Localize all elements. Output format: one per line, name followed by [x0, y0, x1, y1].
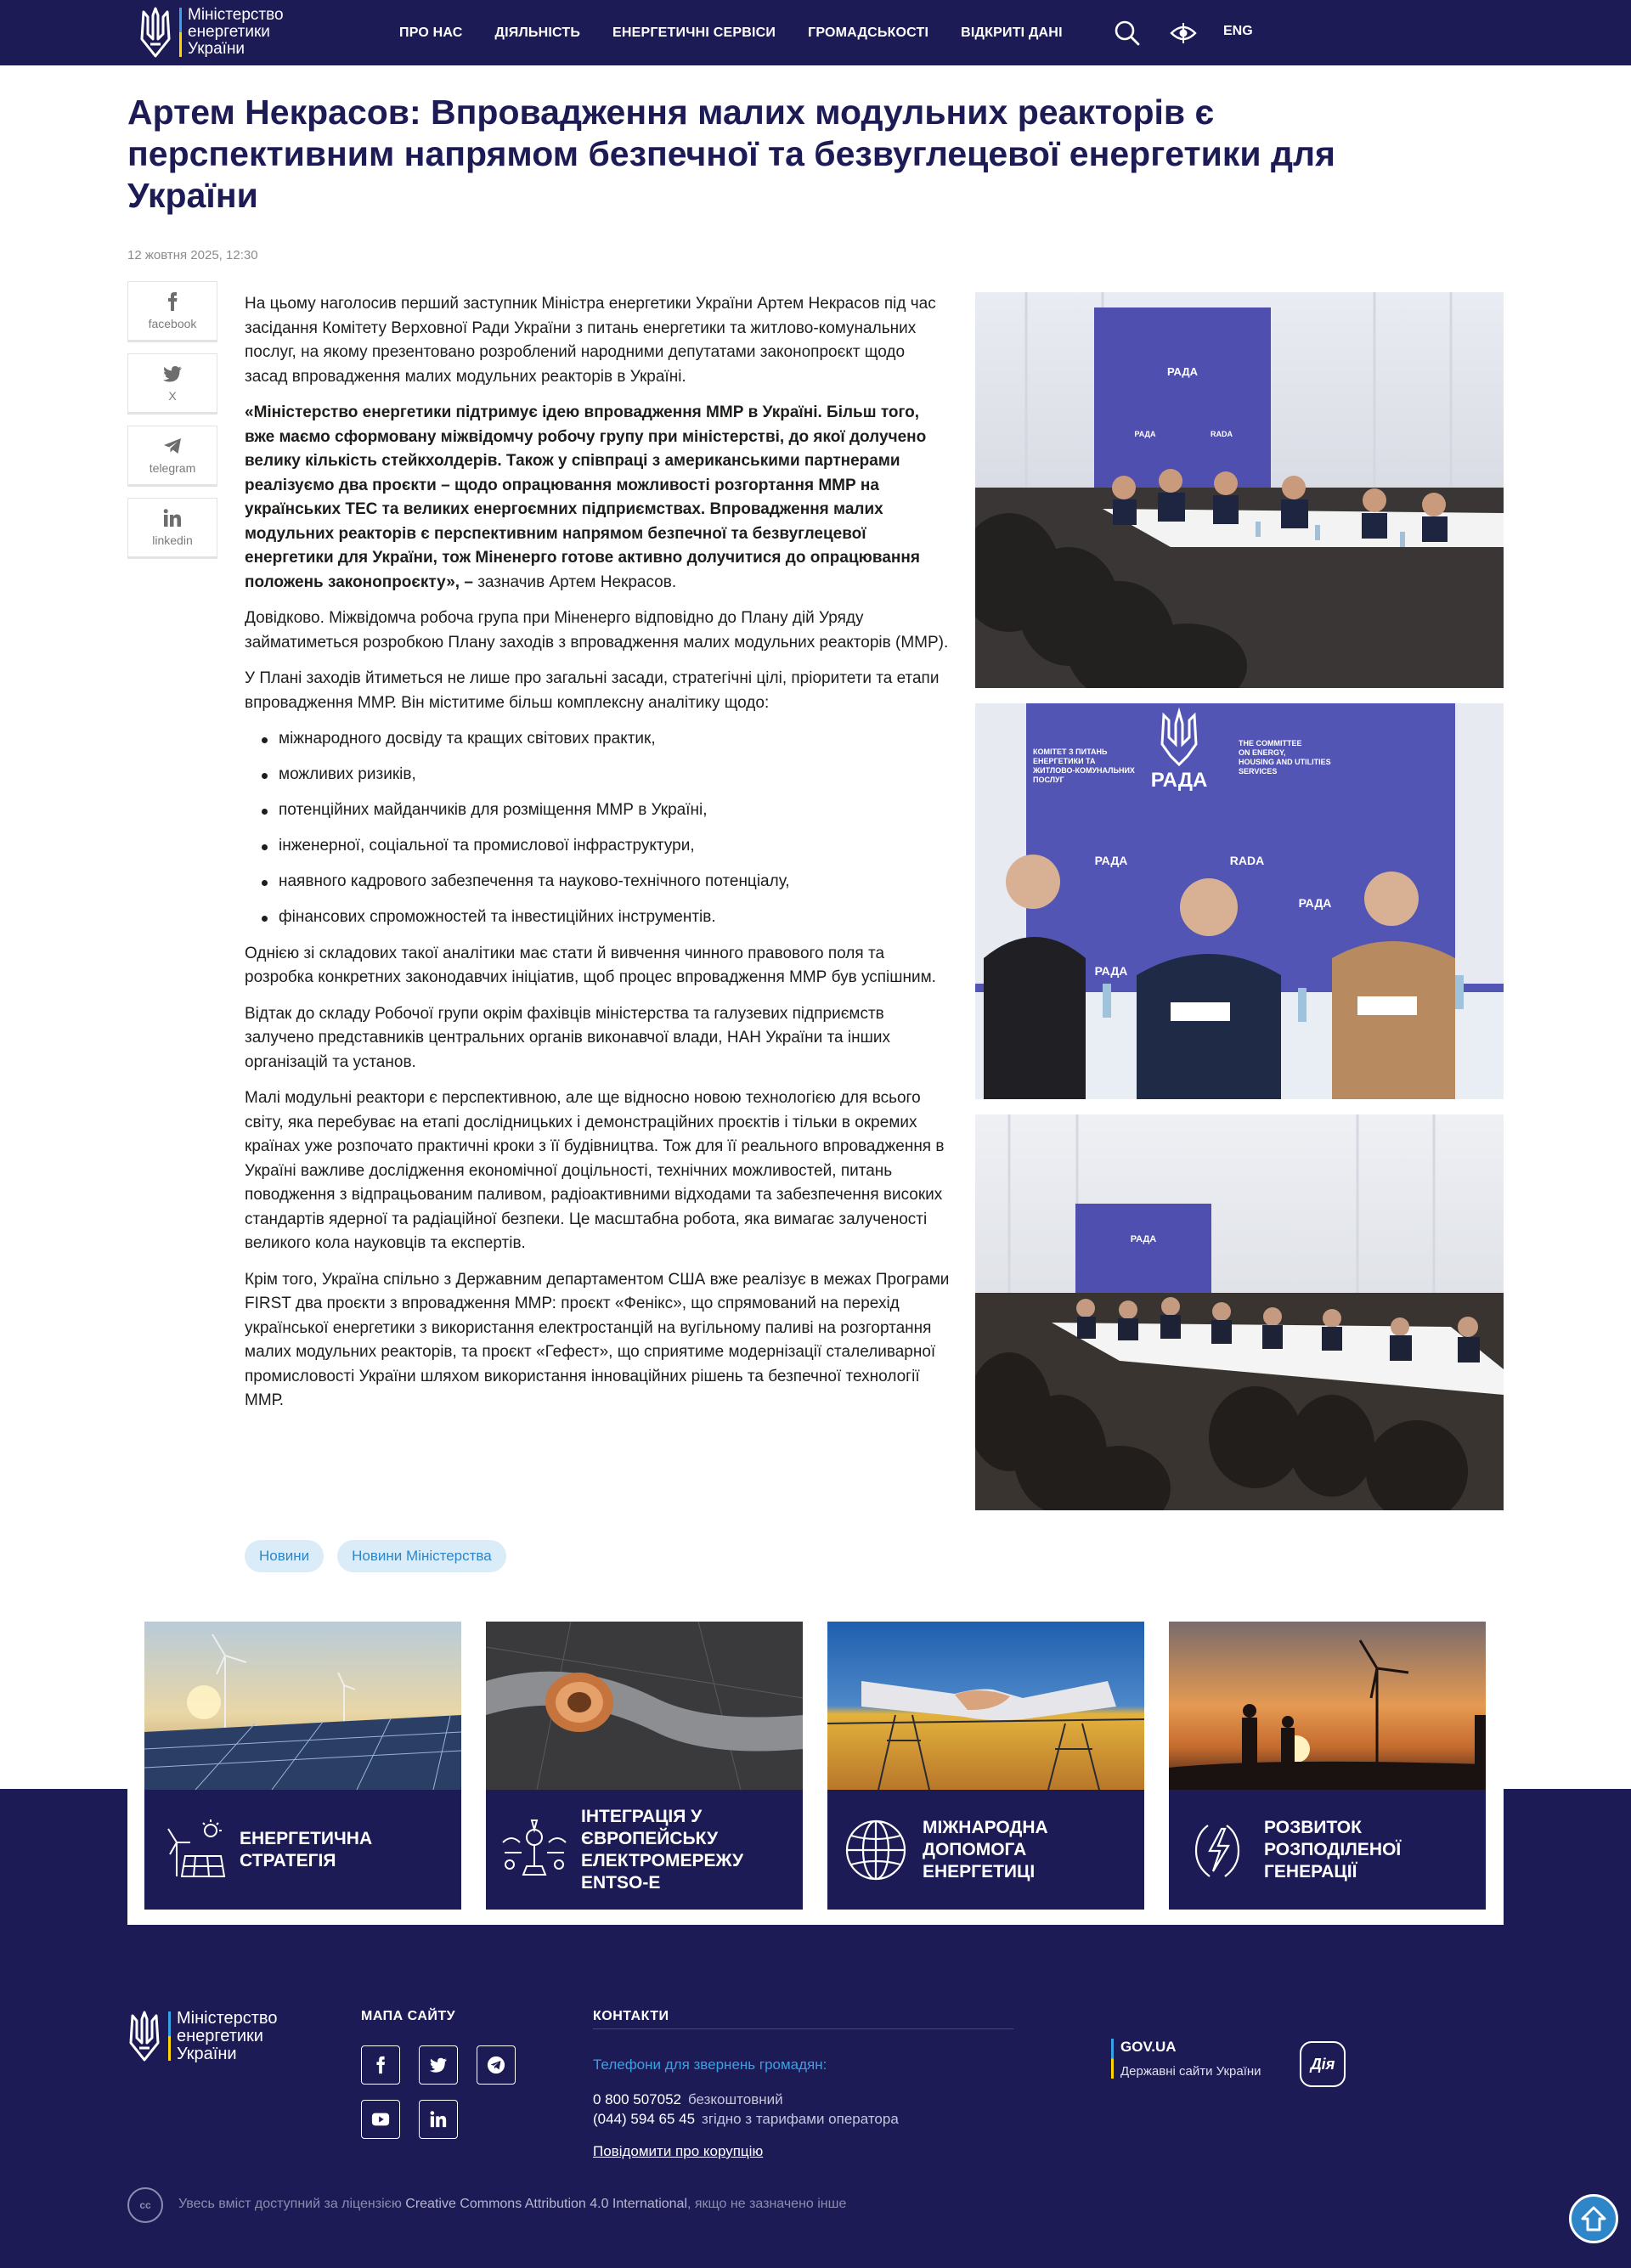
article-paragraph: Довідково. Міжвідомча робоча група при Міненерго відповідно до Плану дій Уряду займатиметься розробкою Плану заходів з впровадження малих модульних реакторів (ММР).: [245, 609, 949, 652]
svg-text:РАДА: РАДА: [1150, 769, 1208, 792]
site-header: [0, 0, 1631, 65]
globe-icon: [843, 1817, 909, 1883]
logo-color-bar: [179, 8, 182, 57]
linkedin-icon: [429, 2110, 448, 2129]
card-body: [144, 1790, 461, 1910]
footer-linkedin-button[interactable]: [419, 2100, 458, 2139]
tags-row: [245, 1540, 506, 1572]
telegram-icon: [487, 2056, 505, 2074]
card-image-sunset-workers: [1169, 1622, 1486, 1790]
page-title: Артем Некрасов: Впровадження малих модульних реакторів є перспективним напрямом безпечної та безвуглецевої енергетики для України: [127, 93, 1335, 215]
meeting-photo-image: [975, 703, 1504, 1099]
svg-text:РАДА: РАДА: [1166, 365, 1199, 378]
article-paragraph: Відтак до складу Робочої групи окрім фахівців міністерства та галузевих підприємств залучено представників центральних органів виконавчої влади, НАН України та інших організацій та установ.: [245, 1004, 890, 1071]
card-image-solar: [144, 1622, 461, 1790]
card-label: ІНТЕГРАЦІЯ У ЄВРОПЕЙСЬКУ ЕЛЕКТРОМЕРЕЖУ ENTSO-E: [581, 1806, 744, 1893]
svg-text:RADA: RADA: [1211, 430, 1233, 438]
solar-wind-icon: [160, 1817, 226, 1883]
grid-integration-icon: [501, 1817, 567, 1883]
nav-about[interactable]: ПРО НАС: [399, 25, 463, 40]
card-energy-strategy[interactable]: [144, 1622, 461, 1910]
tag-news[interactable]: Новини: [245, 1540, 324, 1572]
list-item: фінансових спроможностей та інвестиційних інструментів.: [245, 906, 951, 930]
footer-twitter-button[interactable]: [419, 2045, 458, 2085]
article-list: [245, 727, 951, 930]
list-item: можливих ризиків,: [245, 763, 951, 787]
share-x-button[interactable]: X: [127, 353, 217, 415]
svg-text:THE COMMITTEEON ENERGY,HOUSING: THE COMMITTEE ON ENERGY, HOUSING AND UTILITIES SERVICES: [1239, 739, 1331, 776]
main-nav: [399, 0, 1063, 65]
creative-commons-icon: cc: [127, 2187, 163, 2223]
svg-text:РАДА: РАДА: [1130, 1234, 1157, 1244]
report-corruption-link[interactable]: Повідомити про корупцію: [593, 2143, 764, 2159]
photo-committee-meeting-2[interactable]: [975, 703, 1504, 1099]
arrow-up-icon: [1579, 2204, 1608, 2233]
article-paragraph: У Плані заходів йтиметься не лише про загальні засади, стратегічні цілі, пріоритети та етапи впровадження ММР. Він міститиме більш комплексну аналітику щодо:: [245, 669, 940, 712]
meeting-photo-image: [975, 1114, 1504, 1510]
share-facebook-button[interactable]: facebook: [127, 281, 217, 342]
card-image-handshake: [827, 1622, 1144, 1790]
facebook-icon: [162, 291, 183, 312]
diia-logo-link[interactable]: Дія: [1300, 2041, 1346, 2087]
nav-public[interactable]: ГРОМАДСЬКОСТІ: [808, 25, 929, 40]
search-icon[interactable]: [1113, 19, 1142, 48]
tag-ministry-news[interactable]: Новини Міністерства: [337, 1540, 506, 1572]
article-paragraph: На цьому наголосив перший заступник Міністра енергетики України Артем Некрасов під час засідання Комітету Верховної Ради України з питань енергетики та житлово-комунальних послуг, на якому презентовано розроблений народними депутатами законопроєкт щодо засад впровадження малих модульних реакторів в Україні.: [245, 295, 936, 386]
list-item: міжнародного досвіду та кращих світових практик,: [245, 727, 951, 752]
telegram-icon: [162, 436, 183, 456]
card-body: [1169, 1790, 1486, 1910]
svg-text:КОМІТЕТ З ПИТАНЬЕНЕРГЕТИКИ ТАЖ: КОМІТЕТ З ПИТАНЬ ЕНЕРГЕТИКИ ТА ЖИТЛОВО-КОМУНАЛЬНИХ ПОСЛУГ: [1033, 748, 1135, 784]
youtube-icon: [371, 2110, 390, 2129]
nav-open-data[interactable]: ВІДКРИТІ ДАНІ: [961, 25, 1063, 40]
svg-text:РАДА: РАДА: [1134, 430, 1156, 438]
card-body: [827, 1790, 1144, 1910]
share-linkedin-button[interactable]: linkedin: [127, 498, 217, 559]
footer-logo[interactable]: [127, 2009, 277, 2063]
share-panel: [127, 281, 217, 570]
logo-color-bar: [168, 2011, 171, 2061]
twitter-icon: [429, 2056, 448, 2074]
photo-committee-meeting-3[interactable]: [975, 1114, 1504, 1510]
meeting-photo-image: [975, 292, 1504, 688]
phone-hotline: 0 800 507052 безкоштовний: [593, 2091, 783, 2107]
list-item: потенційних майданчиків для розміщення ММР в Україні,: [245, 798, 951, 823]
svg-text:РАДА: РАДА: [1094, 854, 1128, 867]
phones-label: Телефони для звернень громадян:: [593, 2056, 827, 2073]
language-switch[interactable]: ENG: [1223, 24, 1253, 38]
share-telegram-button[interactable]: telegram: [127, 426, 217, 487]
card-label: РОЗВИТОК РОЗПОДІЛЕНОЇ ГЕНЕРАЦІЇ: [1264, 1817, 1402, 1882]
scroll-to-top-button[interactable]: [1569, 2194, 1618, 2243]
article-paragraph: Малі модульні реактори є перспективною, але ще відносно новою технологією для всього світу, яка перебуває на етапі дослідницьких і демонстраційних проєктів і тільки в окремих країнах уже розпочато практичні кроки з її будівництва. Тож для її реального впровадження в Україні важливе дослідження економічної доцільності, технічних можливостей, питань поводження з відпрацьованим паливом, радіоактивними відходами та забезпечення високих стандартів ядерної та радіаційної безпеки. Це масштабна робота, яка вимагає залученості великого кола науковців та експертів.: [245, 1089, 945, 1252]
list-item: наявного кадрового забезпечення та науково-технічного потенціалу,: [245, 870, 951, 894]
ministry-logo[interactable]: [138, 5, 284, 59]
license-text: Увесь вміст доступний за ліцензією Creative Commons Attribution 4.0 International, якщо не зазначено інше: [178, 2197, 847, 2211]
card-international-aid[interactable]: [827, 1622, 1144, 1910]
logo-text: Міністерство енергетики України: [188, 6, 284, 58]
card-label: ЕНЕРГЕТИЧНА СТРАТЕГІЯ: [240, 1828, 373, 1870]
article-body: [245, 292, 951, 1425]
footer-youtube-button[interactable]: [361, 2100, 400, 2139]
contacts-heading: КОНТАКТИ: [593, 2009, 669, 2023]
article-paragraph: Крім того, Україна спільно з Державним департаментом США вже реалізує в межах Програми FIRST два проєкти з впровадження ММР: проєкт «Фенікс», що спрямований на перехід української енергетики з використання електростанцій на вугільному паливі на розгортання малих модульних реакторів, та проєкт «Гефест», що сприятиме модернізації сталеливарної промисловості України шляхом використання інноваційних рішень та безпечної технології ММР.: [245, 1270, 950, 1409]
linkedin-icon: [162, 508, 183, 528]
photo-committee-meeting-1[interactable]: [975, 292, 1504, 688]
footer-facebook-button[interactable]: [361, 2045, 400, 2085]
card-entso-e-integration[interactable]: [486, 1622, 803, 1910]
twitter-icon: [162, 364, 183, 384]
card-image-cable: [486, 1622, 803, 1790]
svg-text:РАДА: РАДА: [1094, 964, 1128, 978]
trident-icon: [127, 2009, 161, 2063]
sitemap-heading: МАПА САЙТУ: [361, 2009, 456, 2023]
footer-logo-text: Міністерство енергетики України: [177, 2008, 278, 2063]
footer-telegram-button[interactable]: [477, 2045, 516, 2085]
phone-office: (044) 594 65 45 згідно з тарифами оператора: [593, 2111, 899, 2127]
gov-ua-link[interactable]: GOV.UA Державні сайти України: [1111, 2039, 1261, 2079]
bolt-shield-icon: [1184, 1817, 1250, 1883]
list-item: інженерної, соціальної та промислової інфраструктури,: [245, 834, 951, 859]
facebook-icon: [371, 2056, 390, 2074]
license-link[interactable]: Creative Commons Attribution 4.0 International: [405, 2197, 687, 2211]
svg-text:РАДА: РАДА: [1298, 896, 1332, 910]
article-quote: «Міністерство енергетики підтримує ідею впровадження ММР в Україні. Більш того, вже маємо сформовану міжвідомчу робочу групу при міністерстві, до якої долучено велику кількість стейкхолдерів. Також у співпраці з американськими партнерами реалізуємо два проєкти – щодо опрацювання можливості розгортання ММР на українських ТЕС та великих енергоємних підприємствах. Впровадження малих модульних реакторів є перспективним напрямом безпечної та безвуглецевої енергетики для України, тож Міненерго готове активно долучитися до опрацювання положень законопроєкту», – зазначив Артем Некрасов.: [245, 403, 927, 591]
nav-energy-services[interactable]: ЕНЕРГЕТИЧНІ СЕРВІСИ: [612, 25, 776, 40]
card-body: [486, 1790, 803, 1910]
nav-activity[interactable]: ДІЯЛЬНІСТЬ: [494, 25, 581, 40]
svg-text:RADA: RADA: [1229, 854, 1265, 867]
card-distributed-generation[interactable]: [1169, 1622, 1486, 1910]
contacts-divider: [593, 2028, 1013, 2029]
accessibility-icon[interactable]: [1169, 19, 1198, 48]
publish-date: 12 жовтня 2025, 12:30: [127, 248, 258, 262]
article-paragraph: Однією зі складових такої аналітики має стати й вивчення чинного правового поля та розробка конкретних законодавчих ініціатив, щоб процес впровадження ММР був успішним.: [245, 944, 936, 986]
card-label: МІЖНАРОДНА ДОПОМОГА ЕНЕРГЕТИЦІ: [923, 1817, 1048, 1882]
trident-icon: [138, 5, 172, 59]
